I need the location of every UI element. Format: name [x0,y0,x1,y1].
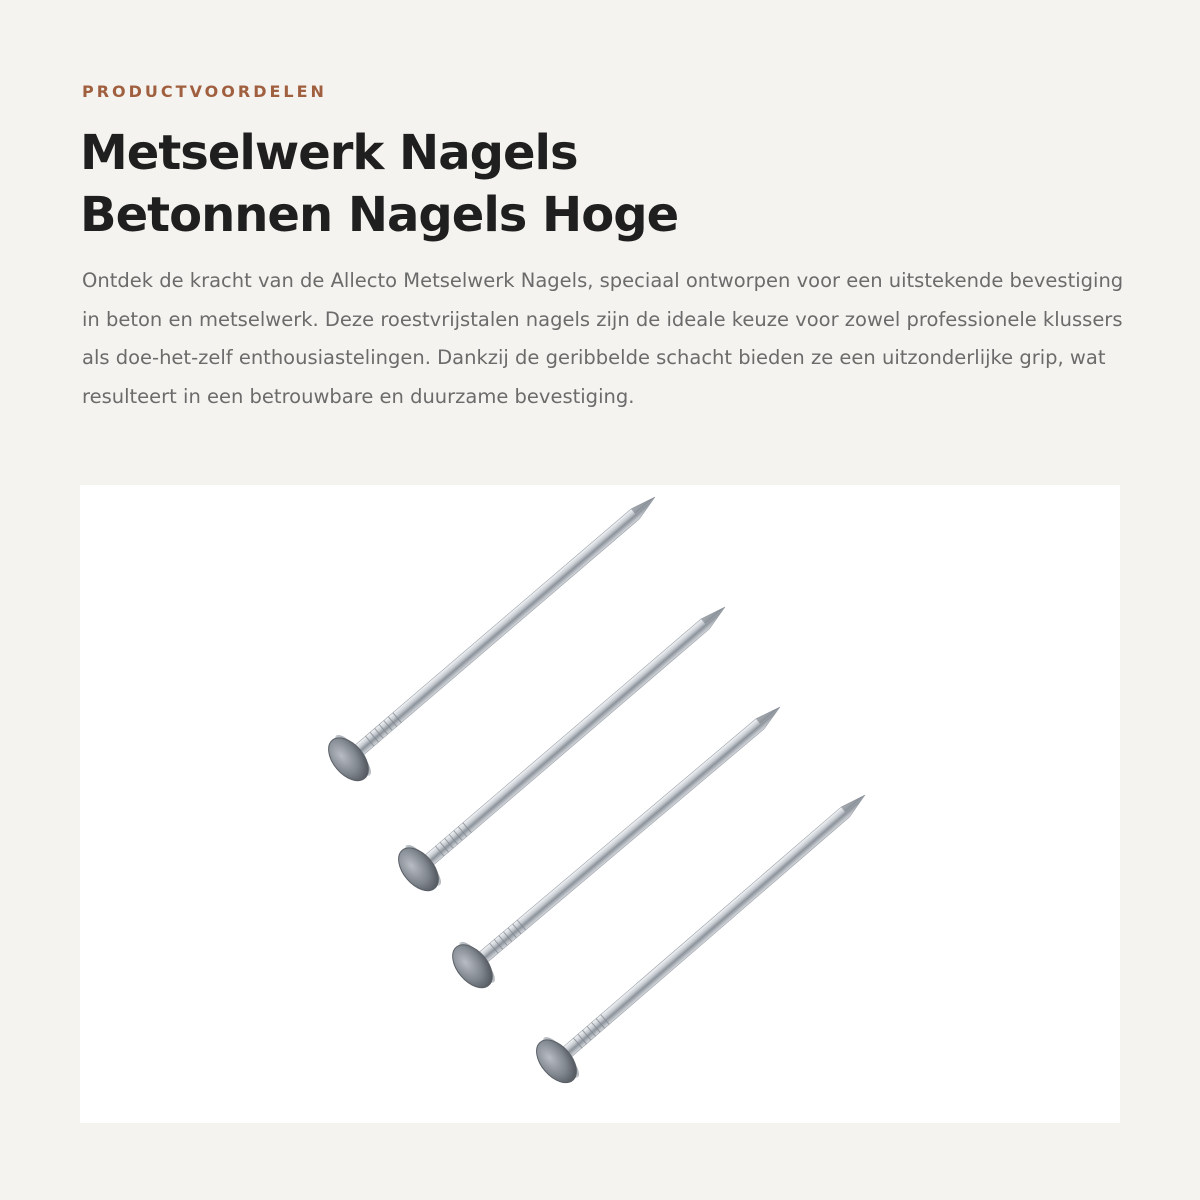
nail-1-icon [320,485,672,789]
product-image [80,485,1120,1123]
nails-illustration-icon [80,485,1120,1123]
nail-2-icon [390,587,742,899]
page-title [80,122,1120,246]
section-eyebrow: PRODUCTVOORDELEN [82,82,327,101]
product-description: Ontdek de kracht van de Allecto Metselwerk Nagels, speciaal ontworpen voor een uitstekende bevestiging in beton en metselwerk. Deze roestvrijstalen nagels zijn de ideale keuze voor zowel professionele klussers als doe-het-zelf enthousiastelingen. Dankzij de geribbelde schacht bieden ze een uitzonderlijke grip, wat resulteert in een betrouwbare en duurzame bevestiging. [82,269,1124,408]
title-line-1: Metselwerk Nagels [80,125,578,181]
nail-4-icon [528,775,882,1090]
nail-3-icon [444,687,797,996]
title-line-2: Betonnen Nagels Hoge [80,187,679,243]
